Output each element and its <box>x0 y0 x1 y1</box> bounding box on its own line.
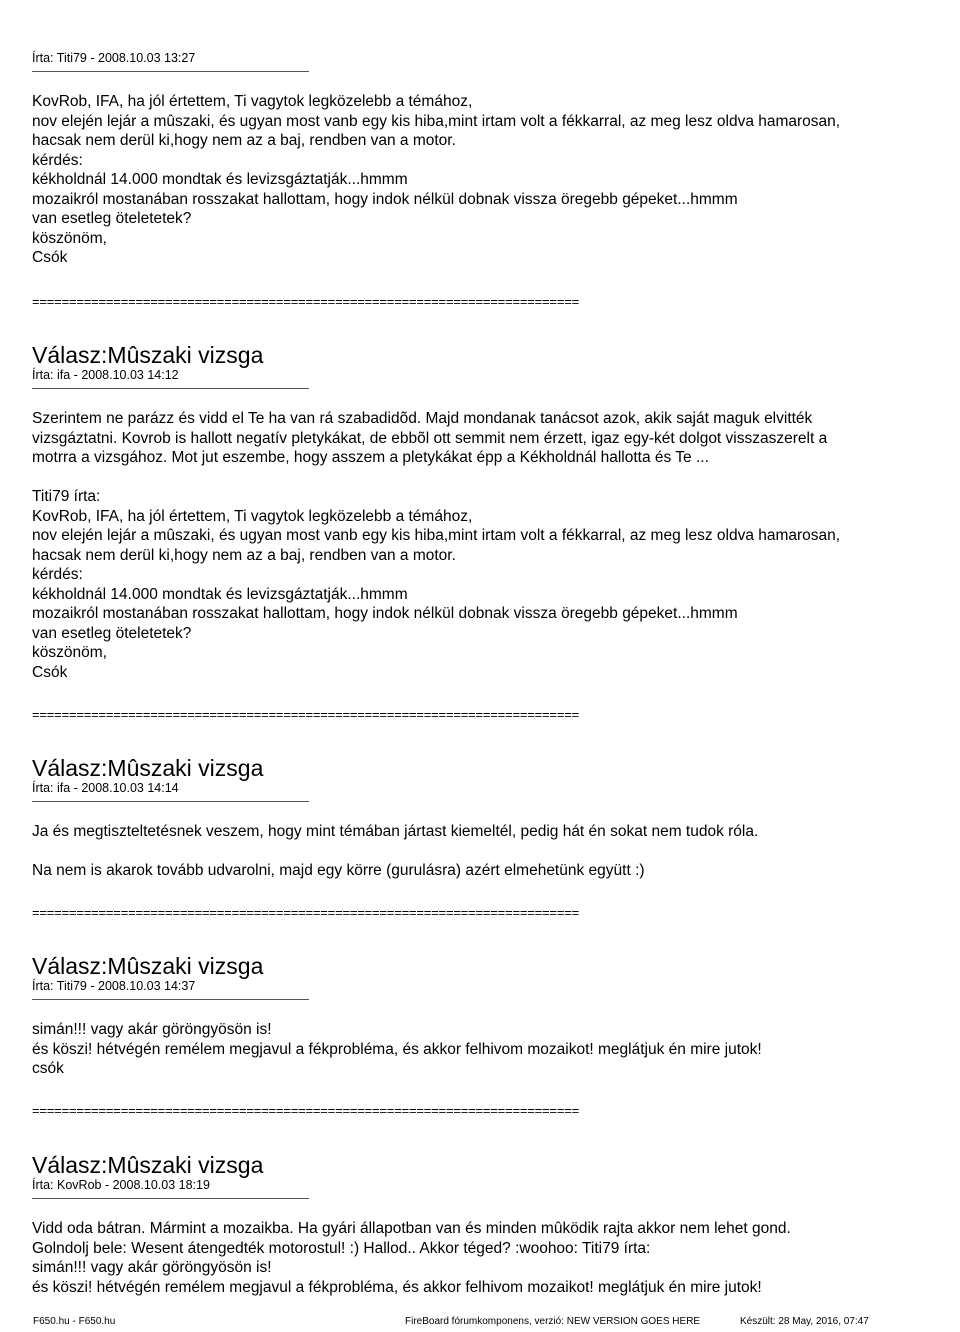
quote-line: mozaikról mostanában rosszakat hallottam, hogy indok nélkül dobnak vissza öregebb gépeket...hmmm <box>32 605 738 622</box>
post-separator: ========================================================================== <box>32 707 579 722</box>
post-separator: ========================================================================== <box>32 1103 579 1118</box>
post-line: és köszi! hétvégén remélem megjavul a fékprobléma, és akkor felhivom mozaikot! meglátjuk én mire jutok! <box>32 1040 762 1058</box>
post-line <box>32 468 840 488</box>
post-line: csók <box>32 1060 64 1077</box>
post-line <box>32 842 758 862</box>
post-divider <box>32 999 309 1000</box>
quote-line: köszönöm, <box>32 644 107 661</box>
post-body <box>32 822 758 881</box>
reply-post <box>32 1152 791 1297</box>
reply-title: Válasz:Mûszaki vizsga <box>32 953 264 979</box>
quote-line: nov elején lejár a mûszaki, és ugyan most vanb egy kis hiba,mint irtam volt a fékkarral, az meg lesz oldva hamarosan, <box>32 527 841 544</box>
post-body <box>32 92 840 268</box>
post-line: motrra a vizsgához. Mot jut eszembe, hogy asszem a pletykákat épp a Kékholdnál hallotta és Te ... <box>32 449 709 466</box>
post-meta: Írta: Titi79 - 2008.10.03 14:37 <box>32 979 196 993</box>
post-divider <box>32 388 309 389</box>
footer-right: Készült: 28 May, 2016, 07:47 <box>740 1316 869 1327</box>
post-line: simán!!! vagy akár göröngyösön is! <box>32 1021 272 1038</box>
post-line: van esetleg öteletetek? <box>32 210 192 227</box>
post-separator: ========================================================================== <box>32 294 579 309</box>
quote-line: simán!!! vagy akár göröngyösön is! <box>32 1259 272 1276</box>
quote-author: Titi79 írta: <box>32 488 101 505</box>
post-line: hacsak nem derül ki,hogy nem az a baj, rendben van a motor. <box>32 132 456 149</box>
quote-line: Csók <box>32 663 68 681</box>
quote-line: KovRob, IFA, ha jól értettem, Ti vagytok legközelebb a témához, <box>32 507 473 525</box>
quote-line: kékholdnál 14.000 mondtak és levizsgáztatják...hmmm <box>32 585 408 603</box>
post-separator: ========================================================================== <box>32 905 579 920</box>
post-line: vizsgáztatni. Kovrob is hallott negatív pletykákat, de ebbõl ott semmit nem érzett, igaz egy-két dolgot visszaszerelt a <box>32 429 828 447</box>
post-meta: Írta: ifa - 2008.10.03 14:14 <box>32 781 179 795</box>
post-line: kérdés: <box>32 151 83 169</box>
post-body <box>32 409 840 682</box>
quote-line: van esetleg öteletetek? <box>32 624 192 642</box>
post-line: nov elején lejár a mûszaki, és ugyan most vanb egy kis hiba,mint irtam volt a fékkarral, az meg lesz oldva hamarosan, <box>32 112 841 130</box>
post-meta: Írta: ifa - 2008.10.03 14:12 <box>32 368 179 382</box>
reply-post <box>32 342 840 682</box>
post-line: kékholdnál 14.000 mondtak és levizsgáztatják...hmmm <box>32 171 408 188</box>
reply-title: Válasz:Mûszaki vizsga <box>32 755 264 781</box>
first-post <box>32 51 840 268</box>
post-body <box>32 1020 762 1079</box>
post-line: Csók <box>32 249 68 266</box>
post-line: mozaikról mostanában rosszakat hallottam, hogy indok nélkül dobnak vissza öregebb gépeket...hmmm <box>32 190 738 208</box>
reply-post <box>32 755 758 881</box>
post-line: Ja és megtiszteltetésnek veszem, hogy mint témában jártast kiemeltél, pedig hát én sokat nem tudok róla. <box>32 823 759 840</box>
post-divider <box>32 71 309 72</box>
post-line: Vidd oda bátran. Mármint a mozaikba. Ha gyári állapotban van és minden mûködik rajta akkor nem lehet gond. <box>32 1220 791 1237</box>
reply-title: Válasz:Mûszaki vizsga <box>32 342 264 368</box>
post-divider <box>32 801 309 802</box>
post-line: Na nem is akarok tovább udvarolni, majd egy körre (gurulásra) azért elmehetünk együtt :) <box>32 862 645 879</box>
post-meta: Írta: Titi79 - 2008.10.03 13:27 <box>32 51 196 65</box>
post-body <box>32 1219 791 1297</box>
post-line: Szerintem ne parázz és vidd el Te ha van rá szabadidõd. Majd mondanak tanácsot azok, akik saját maguk elvitték <box>32 410 813 427</box>
quote-line: kérdés: <box>32 566 83 583</box>
post-line: Golndolj bele: Wesent átengedték motorostul! :) Hallod.. Akkor téged? :woohoo: Titi79 írta: <box>32 1239 651 1257</box>
reply-title: Válasz:Mûszaki vizsga <box>32 1152 264 1178</box>
post-line: köszönöm, <box>32 229 107 247</box>
post-divider <box>32 1198 309 1199</box>
footer-center: FireBoard fórumkomponens, verzió: NEW VERSION GOES HERE <box>405 1316 701 1327</box>
post-line: KovRob, IFA, ha jól értettem, Ti vagytok legközelebb a témához, <box>32 93 473 110</box>
post-meta: Írta: KovRob - 2008.10.03 18:19 <box>32 1178 210 1192</box>
reply-post <box>32 953 762 1079</box>
footer-left: F650.hu - F650.hu <box>33 1316 116 1327</box>
quote-line: és köszi! hétvégén remélem megjavul a fékprobléma, és akkor felhivom mozaikot! meglátjuk én mire jutok! <box>32 1278 762 1296</box>
quote-line: hacsak nem derül ki,hogy nem az a baj, rendben van a motor. <box>32 546 456 564</box>
